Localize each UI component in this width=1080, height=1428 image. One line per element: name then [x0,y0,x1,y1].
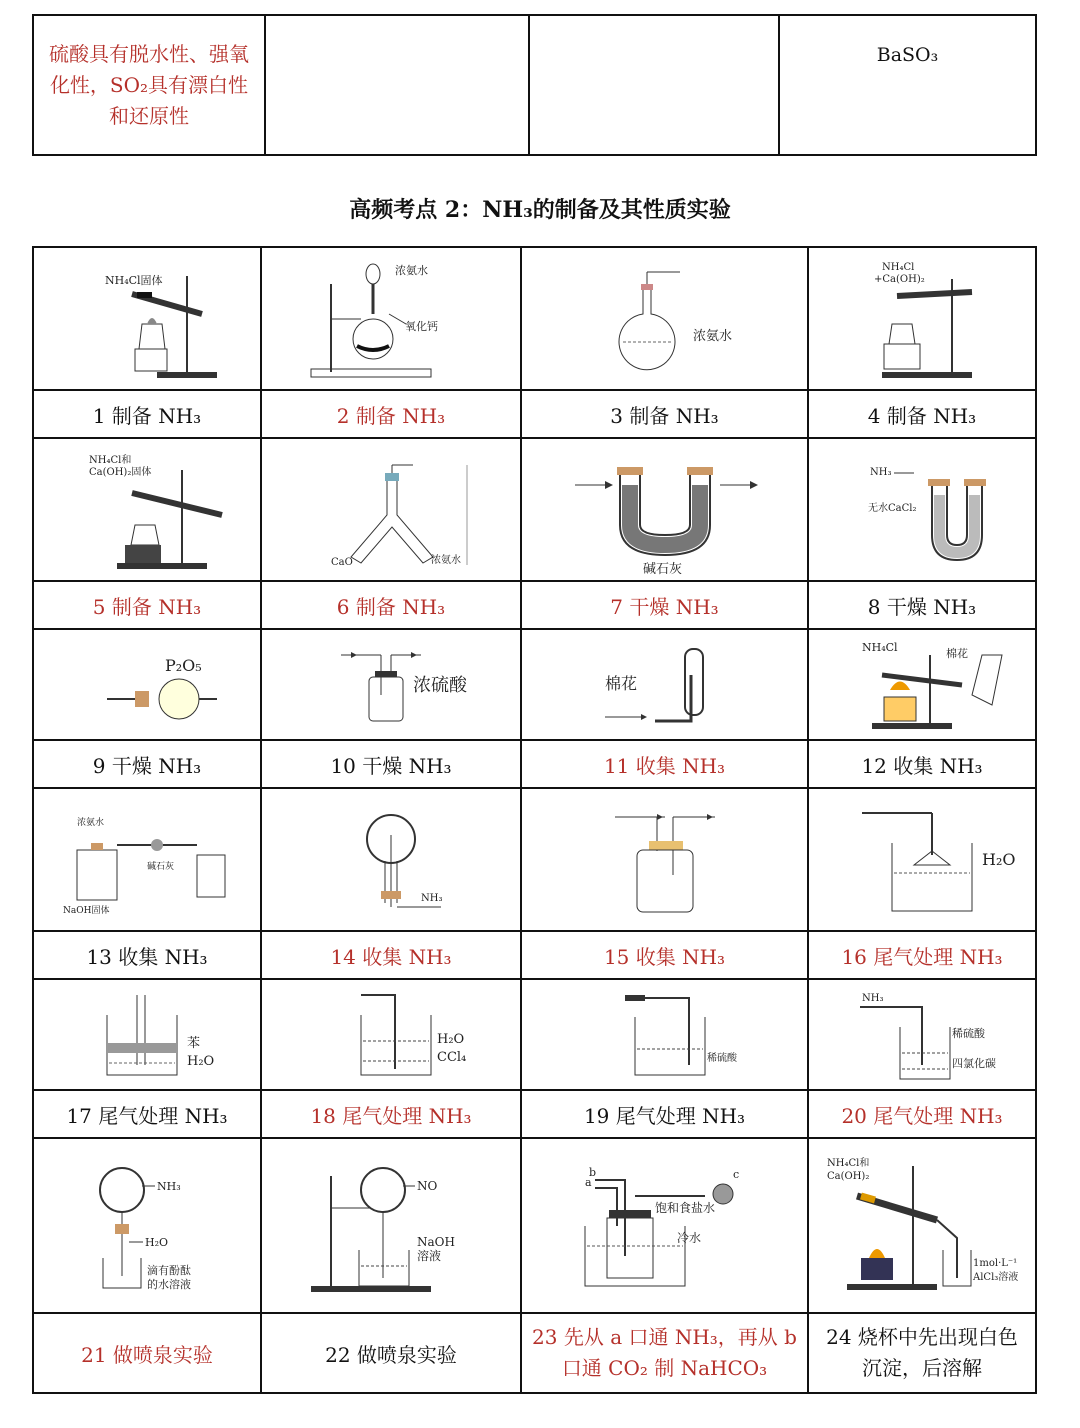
caption-2: 2 制备 NH₃ [261,390,521,438]
baso3-formula: BaSO₃ [876,44,939,66]
top-table [32,14,1037,156]
apparatus-22-diagram [291,1146,491,1306]
label-12-1: 棉花 [946,646,968,660]
apparatus-14-diagram [291,795,491,925]
label-14-0: NH₃ [421,892,443,904]
label-18-0: H₂O [437,1031,465,1047]
caption-10: 10 干燥 NH₃ [261,740,521,788]
apparatus-15-diagram [565,795,765,925]
top-cell-1 [33,15,265,155]
caption-6: 6 制备 NH₃ [261,581,521,629]
apparatus-21-diagram [47,1146,247,1306]
label-17-1: H₂O [187,1053,215,1069]
label-2-0: 浓氨水 [395,263,428,277]
label-9-0: P₂O₅ [165,655,202,675]
label-8-1: 无水CaCl₂ [868,502,917,514]
apparatus-11-diagram [565,635,765,735]
apparatus-17-diagram [47,985,247,1085]
apparatus-10-diagram [291,635,491,735]
label-7-0: 碱石灰 [642,561,682,575]
caption-24 [808,1313,1036,1393]
caption-21: 21 做喷泉实验 [33,1313,261,1393]
apparatus-6 [261,438,521,581]
label-5-0: NH₄Cl和 [89,454,132,466]
apparatus-14 [261,788,521,931]
apparatus-18 [261,979,521,1090]
label-22-0: NO [417,1178,438,1193]
caption-20: 20 尾气处理 NH₃ [808,1090,1036,1138]
caption-23-text: 23 先从 a 口通 NH₃，再从 b 口通 CO₂ 制 NaHCO₃ [532,1325,797,1380]
apparatus-17 [33,979,261,1090]
apparatus-8 [808,438,1036,581]
apparatus-20-diagram [822,985,1022,1085]
label-4-0: NH₄Cl [882,261,915,273]
caption-4: 4 制备 NH₃ [808,390,1036,438]
label-10-0: 浓硫酸 [413,674,467,696]
label-24-3: AlCl₃溶液 [973,1271,1019,1283]
apparatus-12-diagram [822,635,1022,735]
caption-11: 11 收集 NH₃ [521,740,808,788]
caption-19: 19 尾气处理 NH₃ [521,1090,808,1138]
apparatus-1 [33,247,261,390]
top-cell-2 [265,15,529,155]
apparatus-3-diagram [565,254,765,384]
apparatus-13-diagram [47,795,247,925]
label-17-0: 苯 [187,1035,201,1051]
apparatus-22 [261,1138,521,1313]
label-23-3: 饱和食盐水 [654,1200,715,1215]
caption-14: 14 收集 NH₃ [261,931,521,979]
top-line-2: 化性，SO₂具有漂白性 [49,72,249,97]
label-23-0: a [584,1175,592,1189]
caption-12: 12 收集 NH₃ [808,740,1036,788]
caption-1: 1 制备 NH₃ [33,390,261,438]
apparatus-2 [261,247,521,390]
apparatus-23 [521,1138,808,1313]
apparatus-24 [808,1138,1036,1313]
apparatus-12 [808,629,1036,740]
caption-5: 5 制备 NH₃ [33,581,261,629]
caption-9: 9 干燥 NH₃ [33,740,261,788]
label-20-2: 四氯化碳 [952,1056,996,1070]
apparatus-11 [521,629,808,740]
experiment-grid [32,246,1037,1394]
label-23-4: 冷水 [676,1230,701,1245]
caption-23 [521,1313,808,1393]
label-22-1: NaOH [417,1234,455,1249]
apparatus-7 [521,438,808,581]
label-22-2: 溶液 [417,1248,442,1263]
label-13-2: NaOH固体 [63,905,110,916]
apparatus-6-diagram [291,445,491,575]
label-23-1: b [588,1165,596,1179]
label-16-0: H₂O [982,849,1016,869]
apparatus-19 [521,979,808,1090]
apparatus-5-diagram [47,445,247,575]
apparatus-2-diagram [291,254,491,384]
caption-16: 16 尾气处理 NH₃ [808,931,1036,979]
label-2-1: 氧化钙 [405,319,438,333]
caption-24-text: 24 烧杯中先出现白色沉淀，后溶解 [826,1325,1018,1380]
label-20-1: 稀硫酸 [952,1026,985,1040]
apparatus-1-diagram [47,254,247,384]
apparatus-5 [33,438,261,581]
caption-17: 17 尾气处理 NH₃ [33,1090,261,1138]
label-12-0: NH₄Cl [862,640,898,654]
label-8-0: NH₃ [870,466,892,478]
apparatus-9 [33,629,261,740]
top-line-1: 硫酸具有脱水性、强氧 [49,41,249,66]
caption-18: 18 尾气处理 NH₃ [261,1090,521,1138]
apparatus-19-diagram [565,985,765,1085]
top-cell-4 [779,15,1036,155]
apparatus-7-diagram [565,445,765,575]
apparatus-20 [808,979,1036,1090]
apparatus-4-diagram [822,254,1022,384]
label-6-0: CaO [331,556,353,568]
label-24-2: 1mol·L⁻¹ [973,1257,1018,1269]
apparatus-21 [33,1138,261,1313]
label-3-0: 浓氨水 [692,328,732,344]
apparatus-10 [261,629,521,740]
label-24-0: NH₄Cl和 [827,1157,870,1169]
label-23-2: c [732,1167,739,1181]
label-20-0: NH₃ [862,992,884,1004]
label-1-0: NH₄Cl固体 [105,273,163,287]
caption-3: 3 制备 NH₃ [521,390,808,438]
label-18-1: CCl₄ [437,1049,467,1065]
label-11-0: 棉花 [604,673,637,693]
label-21-0: NH₃ [157,1179,181,1193]
caption-15: 15 收集 NH₃ [521,931,808,979]
label-21-2: 滴有酚酞 [147,1263,191,1277]
label-24-1: Ca(OH)₂ [827,1170,870,1182]
apparatus-9-diagram [47,635,247,735]
apparatus-23-diagram [555,1146,775,1306]
label-19-0: 稀硫酸 [706,1052,737,1064]
apparatus-3 [521,247,808,390]
section-title: 高频考点 2：NH₃的制备及其性质实验 [349,197,731,223]
label-21-3: 的水溶液 [147,1277,191,1291]
label-4-1: +Ca(OH)₂ [874,273,925,285]
apparatus-18-diagram [291,985,491,1085]
caption-22: 22 做喷泉实验 [261,1313,521,1393]
apparatus-13 [33,788,261,931]
label-6-1: 浓氨水 [431,554,461,566]
apparatus-8-diagram [822,445,1022,575]
apparatus-24-diagram [817,1146,1027,1306]
apparatus-16-diagram [822,795,1022,925]
caption-7: 7 干燥 NH₃ [521,581,808,629]
label-13-1: 碱石灰 [147,861,175,872]
label-13-0: 浓氨水 [77,817,105,828]
caption-8: 8 干燥 NH₃ [808,581,1036,629]
apparatus-16 [808,788,1036,931]
apparatus-15 [521,788,808,931]
top-line-3: 和还原性 [109,103,189,128]
label-21-1: H₂O [145,1235,169,1249]
apparatus-4 [808,247,1036,390]
top-cell-3 [529,15,779,155]
label-5-1: Ca(OH)₂固体 [89,466,152,478]
caption-13: 13 收集 NH₃ [33,931,261,979]
